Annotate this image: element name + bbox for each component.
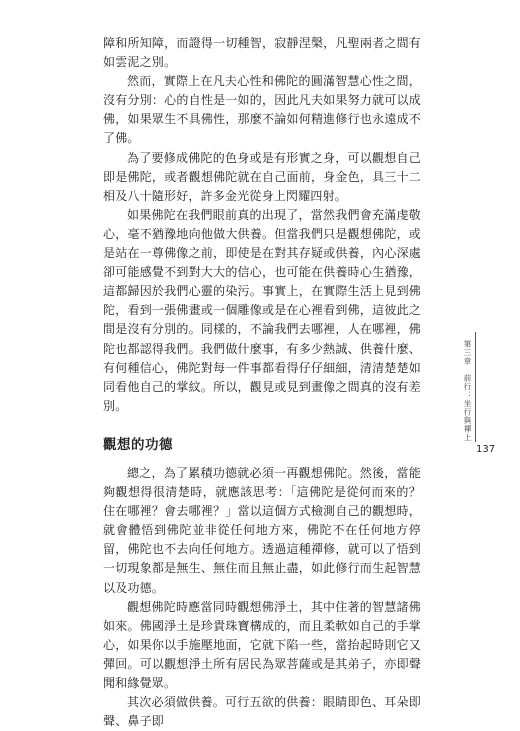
margin-rule [475, 332, 476, 442]
paragraph: 觀想佛陀時應當同時觀想佛淨土，其中住著的智慧諸佛如來。佛國淨土是珍貴珠寶構成的，而且柔軟如自己的手掌心，如果你以手施壓地面，它就下陷一些，當抬起時則它又彈回。可以觀想淨土所有居民為眾菩薩或是其弟子，亦即聲聞和緣覺眾。 [103, 599, 421, 690]
paragraph: 障和所知障，而證得一切種智，寂靜涅槃，凡聖兩者之間有如雲泥之別。 [103, 36, 421, 70]
paragraph: 其次必須做供養。可行五欲的供養：眼睛即色、耳朵即聲、鼻子即 [103, 695, 421, 729]
paragraph: 然而，實際上在凡夫心性和佛陀的圓滿智慧心性之間，沒有分別：心的自性是一如的，因此凡夫如果努力就可以成佛，如果眾生不具佛性，那麼不論如何精進修行也永遠成不了佛。 [103, 74, 421, 146]
paragraph: 總之，為了累積功德就必須一再觀想佛陀。然後，當能夠觀想得很清楚時，就應該思考：「這佛陀是從何而來的？住在哪裡？會去哪裡？」當以這個方式檢測自己的觀想時，就會體悟到佛陀並非從任何地方來，佛陀不在任何地方停留，佛陀也不去向任何地方。透過這種禪修，就可以了悟到一切現象都是無生、無住而且無止盡，如此修行而生起智慧以及功德。 [103, 465, 421, 595]
running-head: 第三章 前行：坐行與禪上 [463, 340, 472, 442]
section-heading: 觀想的功德 [103, 436, 173, 453]
paragraph: 為了要修成佛陀的色身或是有形實之身，可以觀想自己即是佛陀，或者觀想佛陀就在自己面前，身金色，具三十二相及八十隨形好，許多金光從身上閃耀四射。 [103, 150, 421, 203]
page-number: 137 [476, 444, 496, 455]
paragraph: 如果佛陀在我們眼前真的出現了，當然我們會充滿虔敬心，毫不猶豫地向他做大供養。但當我們只是觀想佛陀，或是站在一尊佛像之前，即使是在對其存疑或供養，內心深處卻可能感覺不到對大大的信心，也可能在供養時心生猶豫，這都歸因於我們心靈的染污。事實上，在實際生活上見到佛陀，看到一張佛畫或一個雕像或是在心裡看到佛，這彼此之間是沒有分別的。同樣的，不論我們去哪裡，人在哪裡，佛陀也都認得我們。我們做什麼事，有多少熱誠、供養什麼、有何種信心，佛陀對每一件事都看得仔仔細細，清清楚楚如同看他自己的掌紋。所以，觀見或見到畫像之間真的沒有差別。 [103, 207, 421, 413]
page-body [103, 34, 421, 731]
page-margin-marker [458, 332, 494, 462]
